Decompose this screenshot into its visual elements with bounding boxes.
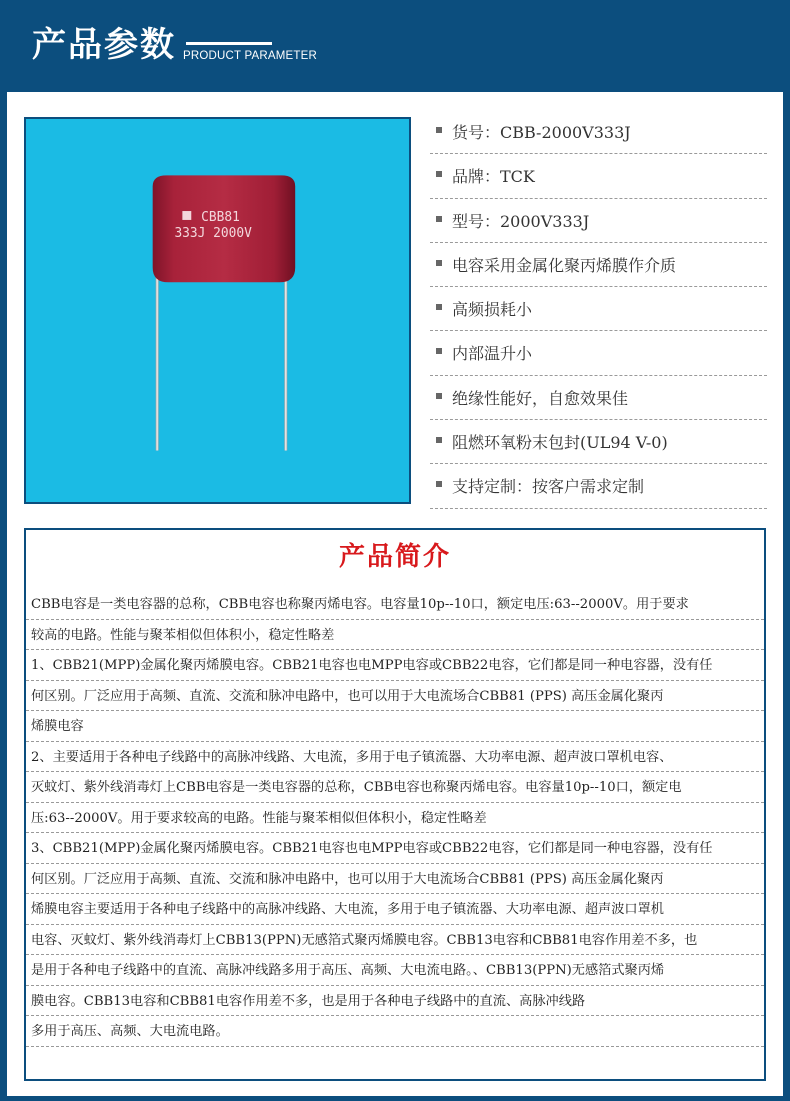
capacitor-marking-line2: 333J 2000V — [174, 225, 252, 241]
spec-item — [430, 199, 767, 243]
square-bullet-icon — [436, 304, 442, 310]
intro-line: 多用于高压、高频、大电流电路。 — [26, 1016, 764, 1047]
spec-item-text: 货号：CBB-2000V333J — [452, 123, 631, 142]
intro-line: 电容、灭蚊灯、紫外线消毒灯上CBB13(PPN)无感箔式聚丙烯膜电容。CBB13电容和CBB81电容作用差不多，也 — [26, 925, 764, 956]
intro-text-block — [26, 589, 764, 1047]
spec-item — [430, 376, 767, 420]
spec-item — [430, 243, 767, 287]
spec-item-text: 阻燃环氧粉末包封(UL94 V-0) — [452, 433, 668, 453]
spec-item-text: 型号：2000V333J — [452, 211, 590, 231]
square-bullet-icon — [436, 216, 442, 222]
spec-item — [430, 464, 767, 508]
spec-item-text: 品牌：TCK — [452, 167, 535, 187]
capacitor-lead-right — [284, 267, 287, 450]
square-bullet-icon — [436, 348, 442, 354]
square-bullet-icon — [436, 481, 442, 487]
intro-line: 灭蚊灯、紫外线消毒灯上CBB电容是一类电容器的总称，CBB电容也称聚丙烯电容。电容量10p--10口，额定电 — [26, 772, 764, 803]
spec-item-text: 内部温升小 — [452, 344, 533, 364]
square-bullet-icon — [436, 260, 442, 266]
capacitor-logo-mark — [182, 211, 191, 220]
spec-item-text: 电容采用金属化聚丙烯膜作介质 — [452, 255, 677, 275]
square-bullet-icon — [436, 393, 442, 399]
spec-list — [430, 110, 767, 509]
page-title: 产品参数 — [32, 25, 176, 65]
spec-item-text: 支持定制：按客户需求定制 — [452, 477, 645, 497]
intro-line: 何区别。厂泛应用于高频、直流、交流和脉冲电路中，也可以用于大电流场合CBB81 (PPS) 高压金属化聚丙 — [26, 864, 764, 895]
intro-title: 产品简介 — [338, 542, 451, 572]
square-bullet-icon — [436, 171, 442, 177]
intro-line: 膜电容。CBB13电容和CBB81电容作用差不多，也是用于各种电子线路中的直流、高脉冲线路 — [26, 986, 764, 1017]
spec-item — [430, 420, 767, 464]
intro-line: 1、CBB21(MPP)金属化聚丙烯膜电容。CBB21电容也电MPP电容或CBB22电容，它们都是同一种电容器，没有任 — [26, 650, 764, 681]
spec-item — [430, 287, 767, 331]
capacitor-lead-left — [156, 267, 159, 450]
spec-item — [430, 154, 767, 198]
product-photo — [24, 117, 411, 504]
intro-line: 2、主要适用于各种电子线路中的高脉冲线路、大电流，多用于电子镇流器、大功率电源、超声波口罩机电容、 — [26, 742, 764, 773]
intro-line: 烯膜电容主要适用于各种电子线路中的高脉冲线路、大电流，多用于电子镇流器、大功率电源、超声波口罩机 — [26, 894, 764, 925]
square-bullet-icon — [436, 437, 442, 443]
header-banner — [0, 0, 790, 92]
spec-item-text: 高频损耗小 — [452, 300, 533, 320]
intro-line: CBB电容是一类电容器的总称，CBB电容也称聚丙烯电容。电容量10p--10口，额定电压:63--2000V。用于要求 — [26, 589, 764, 620]
intro-line: 烯膜电容 — [26, 711, 764, 742]
spec-item — [430, 110, 767, 154]
spec-item-text: 绝缘性能好，自愈效果佳 — [452, 388, 629, 408]
square-bullet-icon — [436, 127, 442, 133]
title-decoration-line — [186, 42, 272, 45]
intro-line: 何区别。厂泛应用于高频、直流、交流和脉冲电路中，也可以用于大电流场合CBB81 (PPS) 高压金属化聚丙 — [26, 681, 764, 712]
intro-line: 压:63--2000V。用于要求较高的电路。性能与聚苯相似但体积小，稳定性略差 — [26, 803, 764, 834]
product-intro-section — [24, 528, 766, 1081]
spec-item — [430, 331, 767, 375]
intro-line: 较高的电路。性能与聚苯相似但体积小，稳定性略差 — [26, 620, 764, 651]
capacitor-marking-line1: CBB81 — [201, 209, 240, 225]
intro-line: 是用于各种电子线路中的直流、高脉冲线路多用于高压、高频、大电流电路。、CBB13(PPN)无感箔式聚丙烯 — [26, 955, 764, 986]
intro-line: 3、CBB21(MPP)金属化聚丙烯膜电容。CBB21电容也电MPP电容或CBB22电容，它们都是同一种电容器，没有任 — [26, 833, 764, 864]
page-subtitle: PRODUCT PARAMETER — [183, 50, 317, 62]
